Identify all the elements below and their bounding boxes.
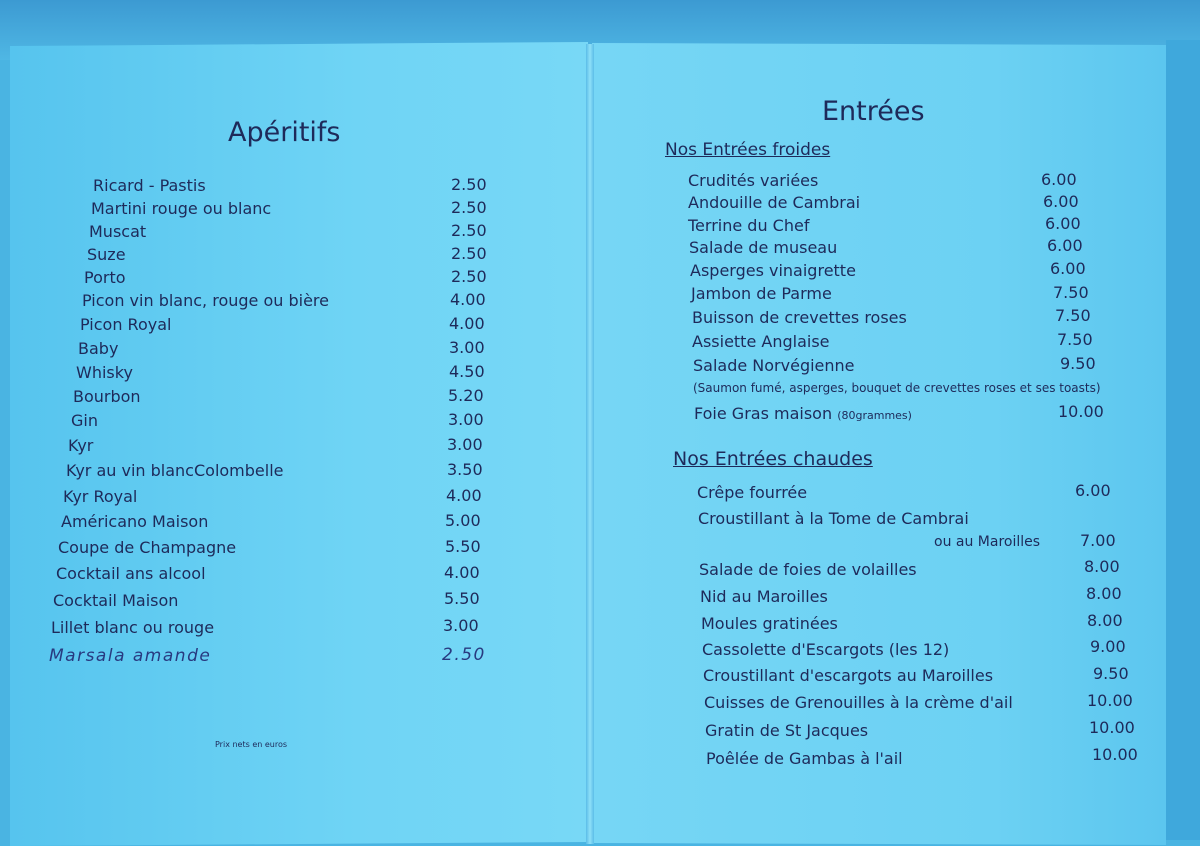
background-edge bbox=[1166, 40, 1200, 840]
item-price: 3.00 bbox=[443, 616, 479, 635]
item-price: 3.50 bbox=[447, 460, 483, 479]
price-footnote: Prix nets en euros bbox=[215, 740, 288, 749]
item-price: 8.00 bbox=[1087, 611, 1123, 630]
item-price: 5.50 bbox=[444, 589, 480, 608]
item-price: 2.50 bbox=[451, 175, 487, 194]
item-price: 4.00 bbox=[450, 290, 486, 309]
item-price: 4.50 bbox=[449, 362, 485, 381]
item-price: 7.00 bbox=[1080, 531, 1116, 550]
item-price: 6.00 bbox=[1043, 192, 1079, 211]
item-price: 8.00 bbox=[1084, 557, 1120, 576]
list-item: Buisson de crevettes roses bbox=[692, 308, 907, 327]
list-item: Kyr au vin blancColombelle bbox=[66, 461, 284, 480]
list-item: Salade de museau bbox=[689, 238, 838, 257]
list-item: Cuisses de Grenouilles à la crème d'ail bbox=[704, 693, 1013, 712]
item-price: 4.00 bbox=[449, 314, 485, 333]
foie-gras-detail: (80grammes) bbox=[837, 409, 912, 422]
list-item: Terrine du Chef bbox=[688, 216, 810, 235]
handwritten-price: 2.50 bbox=[442, 645, 486, 665]
item-price: 9.00 bbox=[1090, 637, 1126, 656]
menu-page-left bbox=[10, 42, 588, 846]
item-price: 5.50 bbox=[445, 537, 481, 556]
list-item: Suze bbox=[87, 245, 126, 264]
item-price: 10.00 bbox=[1092, 745, 1138, 764]
list-item: Whisky bbox=[76, 363, 133, 382]
item-price: 5.20 bbox=[448, 386, 484, 405]
list-item: Kyr Royal bbox=[63, 487, 138, 506]
list-item: Américano Maison bbox=[61, 512, 209, 531]
item-price: 3.00 bbox=[448, 410, 484, 429]
list-item: Gratin de St Jacques bbox=[705, 721, 869, 740]
list-item: ou au Maroilles bbox=[934, 534, 1041, 550]
list-item: Picon vin blanc, rouge ou bière bbox=[82, 291, 329, 310]
item-price: 4.00 bbox=[444, 563, 480, 582]
list-item: Salade de foies de volailles bbox=[699, 560, 917, 579]
item-price: 5.00 bbox=[445, 511, 481, 530]
handwritten-item: Marsala amande bbox=[49, 646, 212, 666]
list-item: Crudités variées bbox=[688, 171, 819, 190]
item-price: 9.50 bbox=[1060, 354, 1096, 373]
item-price: 6.00 bbox=[1047, 236, 1083, 255]
list-item bbox=[694, 404, 912, 423]
list-item: Porto bbox=[84, 268, 126, 287]
list-item: Moules gratinées bbox=[701, 614, 838, 633]
item-price: 3.00 bbox=[447, 435, 483, 454]
item-price: 6.00 bbox=[1045, 214, 1081, 233]
list-item: Crêpe fourrée bbox=[697, 483, 808, 502]
item-price: 2.50 bbox=[451, 221, 487, 240]
list-item: Cocktail ans alcool bbox=[56, 564, 206, 583]
list-item: Assiette Anglaise bbox=[692, 332, 830, 351]
section-heading-froides: Nos Entrées froides bbox=[665, 140, 831, 160]
foie-gras-name: Foie Gras maison bbox=[694, 404, 833, 423]
item-price: 3.00 bbox=[449, 338, 485, 357]
list-item: Muscat bbox=[89, 222, 147, 241]
list-item: Croustillant d'escargots au Maroilles bbox=[703, 666, 994, 685]
item-price: 6.00 bbox=[1050, 259, 1086, 278]
list-item: Jambon de Parme bbox=[691, 284, 832, 303]
item-price: 9.50 bbox=[1093, 664, 1129, 683]
entrees-title: Entrées bbox=[822, 96, 925, 127]
list-item: Poêlée de Gambas à l'ail bbox=[706, 749, 903, 768]
list-item: Martini rouge ou blanc bbox=[91, 199, 272, 218]
list-item: Asperges vinaigrette bbox=[690, 261, 856, 280]
item-price: 7.50 bbox=[1057, 330, 1093, 349]
item-price: 6.00 bbox=[1041, 170, 1077, 189]
item-price: 7.50 bbox=[1053, 283, 1089, 302]
list-item: Baby bbox=[78, 339, 119, 358]
list-item: Ricard - Pastis bbox=[93, 176, 206, 195]
item-price: 2.50 bbox=[451, 267, 487, 286]
menu-page-right bbox=[592, 43, 1166, 845]
item-price: 4.00 bbox=[446, 486, 482, 505]
item-price: 8.00 bbox=[1086, 584, 1122, 603]
item-price: 2.50 bbox=[451, 244, 487, 263]
item-price: 2.50 bbox=[451, 198, 487, 217]
list-item: Picon Royal bbox=[80, 315, 172, 334]
list-item: Coupe de Champagne bbox=[58, 538, 237, 557]
item-price: 6.00 bbox=[1075, 481, 1111, 500]
list-item: Croustillant à la Tome de Cambrai bbox=[698, 509, 969, 528]
item-price: 10.00 bbox=[1087, 691, 1133, 710]
list-item: Kyr bbox=[68, 436, 94, 455]
list-item: Lillet blanc ou rouge bbox=[51, 618, 215, 637]
list-item: Cassolette d'Escargots (les 12) bbox=[702, 640, 950, 659]
list-item: Andouille de Cambrai bbox=[688, 193, 861, 212]
item-price: 10.00 bbox=[1058, 402, 1104, 421]
aperitifs-title: Apéritifs bbox=[228, 117, 341, 148]
list-item: Gin bbox=[71, 411, 98, 430]
item-price: 10.00 bbox=[1089, 718, 1135, 737]
list-item: Nid au Maroilles bbox=[700, 587, 828, 606]
item-price: 7.50 bbox=[1055, 306, 1091, 325]
list-item: Cocktail Maison bbox=[53, 591, 179, 610]
salade-norvegienne-note: (Saumon fumé, asperges, bouquet de crevettes roses et ses toasts) bbox=[693, 381, 1101, 395]
page-fold bbox=[586, 44, 594, 844]
section-heading-chaudes: Nos Entrées chaudes bbox=[673, 448, 873, 470]
list-item: Salade Norvégienne bbox=[693, 356, 855, 375]
list-item: Bourbon bbox=[73, 387, 141, 406]
